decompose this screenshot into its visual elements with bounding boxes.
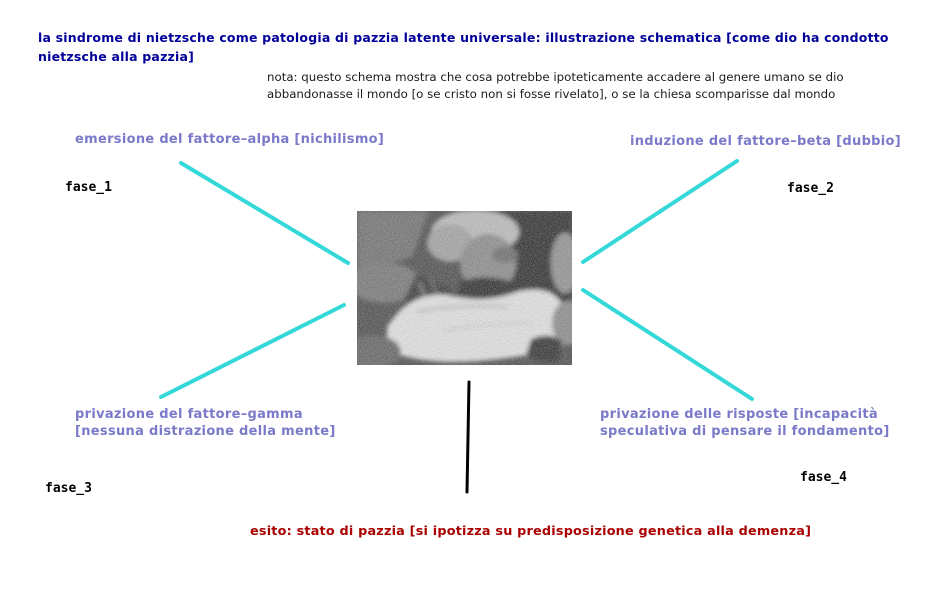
label-factor-risposte bbox=[600, 407, 890, 440]
label-factor-gamma-line1: privazione del fattore–gamma bbox=[75, 407, 303, 422]
connector-line-bottom-left bbox=[161, 305, 344, 397]
outcome-text: esito: stato di pazzia [si ipotizza su predisposizione genetica alla demenza] bbox=[250, 524, 812, 539]
phase-label-fase-4: fase_4 bbox=[800, 470, 847, 485]
connector-line-bottom-right bbox=[583, 290, 752, 399]
diagram-title-line2: nietzsche alla pazzia] bbox=[38, 49, 195, 64]
phase-label-fase-3: fase_3 bbox=[45, 481, 92, 496]
note-line1: nota: questo schema mostra che cosa potrebbe ipoteticamente accadere al genere umano se dio bbox=[267, 70, 844, 84]
label-factor-beta: induzione del fattore–beta [dubbio] bbox=[630, 134, 902, 149]
phase-label-fase-1: fase_1 bbox=[65, 180, 112, 195]
note-line2: abbandonasse il mondo [o se cristo non si fosse rivelato], o se la chiesa scomparisse dal mondo bbox=[267, 87, 836, 101]
connector-line-top-left bbox=[181, 163, 348, 263]
outcome-pointer-line bbox=[467, 382, 469, 492]
label-factor-risposte-line2: speculativa di pensare il fondamento] bbox=[600, 423, 890, 439]
nietzsche-photo bbox=[357, 211, 572, 365]
diagram-title-line1: la sindrome di nietzsche come patologia di pazzia latente universale: illustrazione schematica [come dio ha condotto bbox=[38, 30, 889, 45]
connector-line-top-right bbox=[583, 161, 737, 262]
photo-grain bbox=[357, 211, 572, 365]
phase-label-fase-2: fase_2 bbox=[787, 181, 834, 196]
label-factor-gamma-line2: [nessuna distrazione della mente] bbox=[75, 423, 336, 439]
label-factor-risposte-line1: privazione delle risposte [incapacità bbox=[600, 407, 878, 422]
label-factor-gamma bbox=[75, 407, 336, 440]
note-text bbox=[267, 69, 844, 103]
diagram-title bbox=[38, 28, 889, 66]
label-factor-alpha: emersione del fattore–alpha [nichilismo] bbox=[75, 132, 385, 147]
